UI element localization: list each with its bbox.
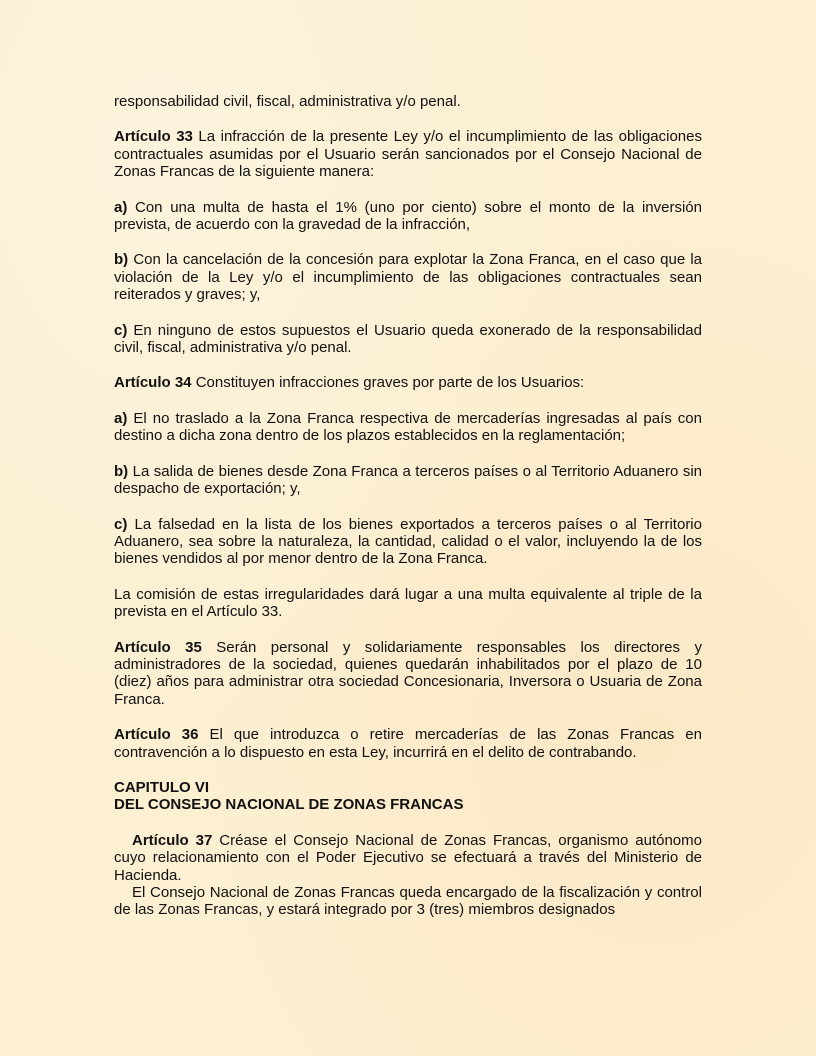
document-body (114, 93, 702, 919)
article-37-label: Artículo 37 (132, 831, 213, 849)
article-34-item-a: a) El no traslado a la Zona Franca respectiva de mercaderías ingresadas al país con destino a dicha zona dentro de los plazos establecidos en la reglamentación; (114, 409, 702, 445)
chapter-number: CAPITULO VI (114, 778, 210, 796)
paragraph-intro: responsabilidad civil, fiscal, administrativa y/o penal. (114, 93, 461, 110)
article-36: Artículo 36 El que introduzca o retire mercaderías de las Zonas Francas en contravención a lo dispuesto en esta Ley, incurrirá en el delito de contrabando. (114, 726, 702, 761)
article-34-item-c: c) La falsedad en la lista de los bienes exportados a terceros países o al Territorio Aduanero, sea sobre la naturaleza, la cantidad, calidad o el valor, incluyendo la de los bienes vendidos al por menor dentro de la Zona Franca. (114, 515, 702, 568)
article-34-penalty: La comisión de estas irregularidades dará lugar a una multa equivalente al triple de la prevista en el Artículo 33. (114, 585, 702, 621)
article-35-label: Artículo 35 (114, 638, 202, 656)
chapter-title: DEL CONSEJO NACIONAL DE ZONAS FRANCAS (114, 796, 464, 814)
article-37-continuation: El Consejo Nacional de Zonas Francas queda encargado de la fiscalización y control de las Zonas Francas, y estará integrado por 3 (tres) miembros designados (114, 884, 702, 919)
article-34: Artículo 34 Constituyen infracciones graves por parte de los Usuarios: (114, 374, 585, 392)
article-37: Artículo 37 Créase el Consejo Nacional de Zonas Francas, organismo autónomo cuyo relacionamiento con el Poder Ejecutivo se efectuará a través del Ministerio de Hacienda. (114, 831, 702, 884)
article-33-item-b: b) Con la cancelación de la concesión para explotar la Zona Franca, en el caso que la violación de la Ley y/o el incumplimiento de las obligaciones contractuales sean reiterados y graves; y, (114, 251, 702, 304)
chapter-heading (114, 779, 702, 814)
article-35: Artículo 35 Serán personal y solidariamente responsables los directores y administradores de la sociedad, quienes quedarán inhabilitados por el plazo de 10 (diez) años para administrar otra sociedad Concesionaria, Inversora o Usuaria de Zona Franca. (114, 638, 702, 708)
article-33-item-c: c) En ninguno de estos supuestos el Usuario queda exonerado de la responsabilidad civil, fiscal, administrativa y/o penal. (114, 321, 702, 357)
article-33-label: Artículo 33 (114, 128, 193, 146)
article-34-label: Artículo 34 (114, 374, 192, 392)
article-33: Artículo 33 La infracción de la presente Ley y/o el incumplimiento de las obligaciones contractuales asumidas por el Usuario serán sancionados por el Consejo Nacional de Zonas Francas de la siguiente manera: (114, 128, 702, 181)
article-34-item-b: b) La salida de bienes desde Zona Franca a terceros países o al Territorio Aduanero sin despacho de exportación; y, (114, 462, 702, 498)
article-33-item-a: a) Con una multa de hasta el 1% (uno por ciento) sobre el monto de la inversión prevista, de acuerdo con la gravedad de la infracción, (114, 198, 702, 234)
article-36-label: Artículo 36 (114, 726, 199, 744)
